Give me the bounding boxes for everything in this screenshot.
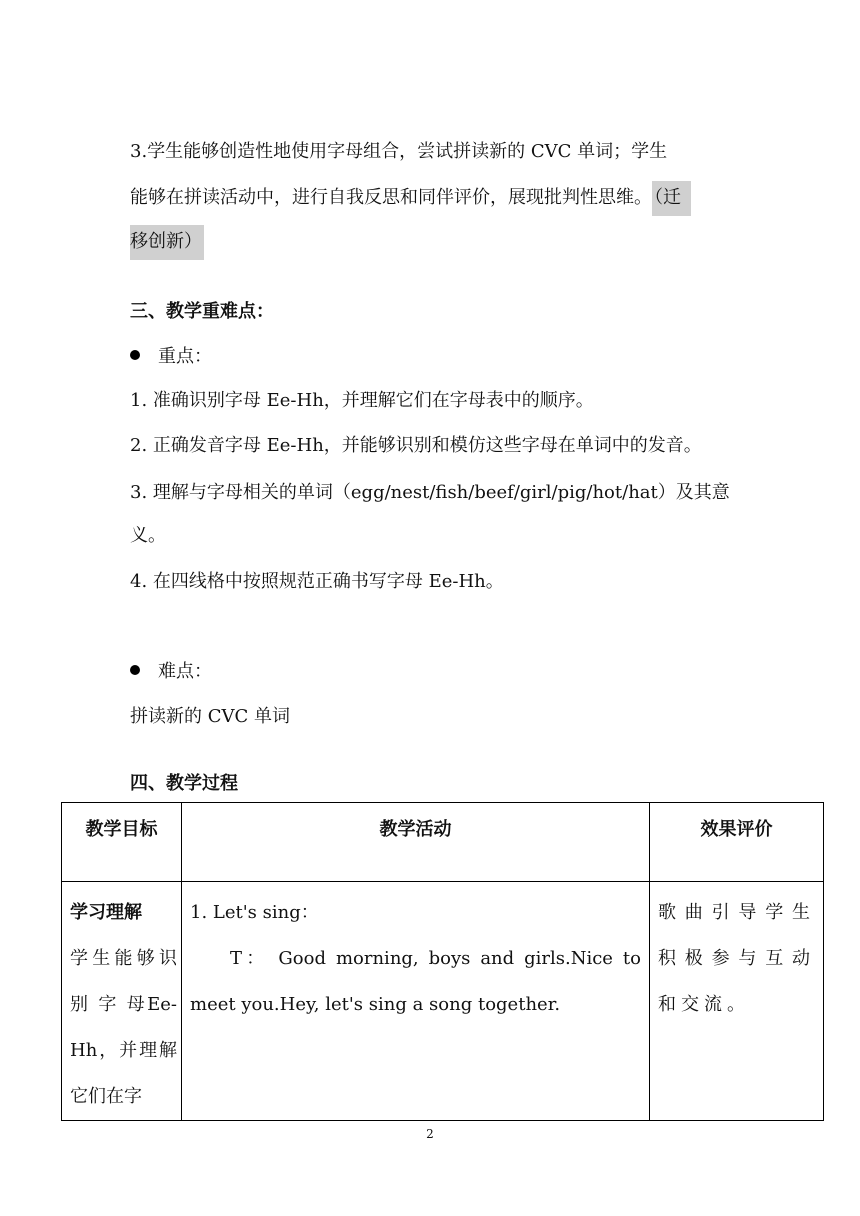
difficult-points-label <box>130 657 756 683</box>
goal-text: 学生能够识别 字 母Ee-Hh，并理解它们在字 <box>70 948 177 1107</box>
activity-text: T： Good morning, boys and girls.Nice to meet you.Hey, let's sing a song together. <box>190 948 641 1015</box>
key-point-2: 2. 正确发音字母 Ee-Hh，并能够识别和模仿这些字母在单词中的发音。 <box>130 435 702 456</box>
objective-3-line2-text: 能够在拼读活动中，进行自我反思和同伴评价，展现批判性思维。 <box>130 187 652 208</box>
key-point-3: 3. 理解与字母相关的单词（egg/nest/fish/beef/girl/pig/hot/hat）及其意 <box>130 482 730 503</box>
activity-title: 1. Let's sing： <box>190 902 319 923</box>
activity-cell <box>182 882 650 1121</box>
objective-3-line2 <box>130 183 756 209</box>
objective-3-line1: 3.学生能够创造性地使用字母组合，尝试拼读新的 CVC 单词；学生 <box>130 141 668 162</box>
goal-cell <box>62 882 182 1121</box>
goal-title: 学习理解 <box>70 902 142 923</box>
bullet-icon <box>130 350 140 360</box>
teaching-process-table <box>61 802 824 1121</box>
table-header-row <box>62 803 824 882</box>
evaluation-cell <box>650 882 824 1121</box>
difficult-label-text: 难点： <box>158 661 212 682</box>
header-activity: 教学活动 <box>182 803 650 882</box>
key-point-3-cont: 义。 <box>130 525 166 546</box>
key-point-1: 1. 准确识别字母 Ee-Hh，并理解它们在字母表中的顺序。 <box>130 390 594 411</box>
objective-3-line3 <box>130 227 756 253</box>
section-4-title: 四、教学过程 <box>130 773 238 794</box>
header-goal: 教学目标 <box>62 803 182 882</box>
difficult-point-text: 拼读新的 CVC 单词 <box>130 706 290 727</box>
header-evaluation: 效果评价 <box>650 803 824 882</box>
table-row <box>62 882 824 1121</box>
evaluation-text: 歌曲引导学生积极参与互动和交流。 <box>658 902 815 1015</box>
page-number: 2 <box>426 1127 434 1141</box>
key-points-label <box>130 342 756 368</box>
key-label-text: 重点： <box>158 346 212 367</box>
key-point-4: 4. 在四线格中按照规范正确书写字母 Ee-Hh。 <box>130 571 504 592</box>
bullet-icon <box>130 665 140 675</box>
objective-3-tag-start: （迁 <box>652 181 691 216</box>
section-3-title: 三、教学重难点： <box>130 301 274 322</box>
objective-3-tag-end: 移创新） <box>130 225 204 260</box>
